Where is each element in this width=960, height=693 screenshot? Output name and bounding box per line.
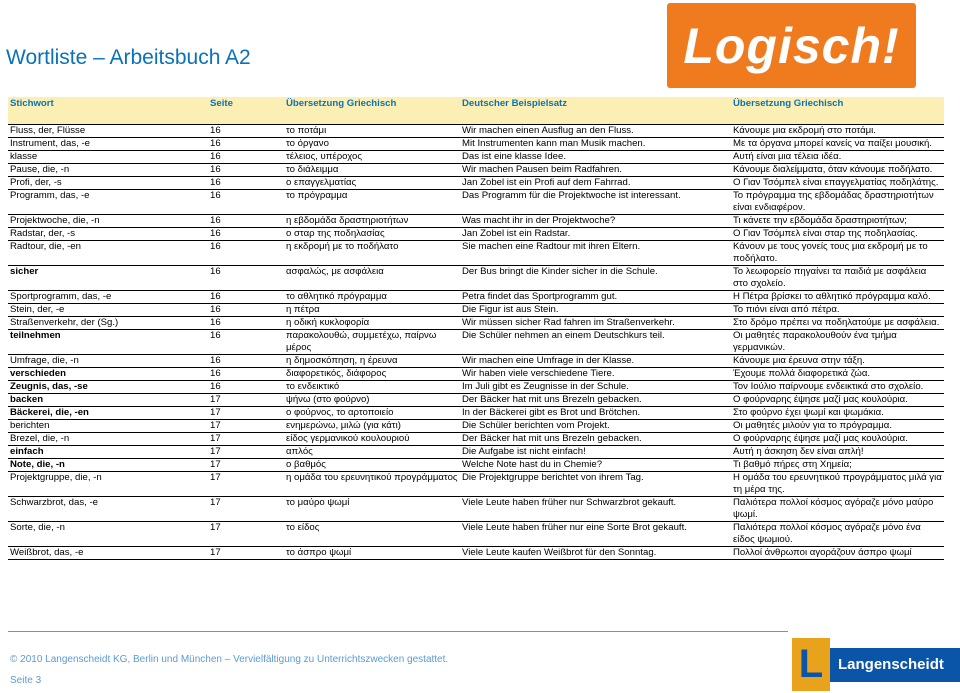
word-list-table xyxy=(8,97,944,560)
col-header-beispielsatz: Deutscher Beispielsatz xyxy=(460,97,731,125)
cell-uebersetzung: ο επαγγελματίας xyxy=(284,177,460,190)
cell-stichwort: Fluss, der, Flüsse xyxy=(8,125,208,138)
cell-stichwort: Projektgruppe, die, -n xyxy=(8,472,208,497)
cell-beispielsatz: Was macht ihr in der Projektwoche? xyxy=(460,215,731,228)
table-row xyxy=(8,304,944,317)
cell-stichwort: Bäckerei, die, -en xyxy=(8,407,208,420)
cell-beispielsatz: Wir machen einen Ausflug an den Fluss. xyxy=(460,125,731,138)
cell-uebersetzung-satz: Η Πέτρα βρίσκει το αθλητικό πρόγραμμα καλό. xyxy=(731,291,944,304)
cell-beispielsatz: Das Programm für die Projektwoche ist interessant. xyxy=(460,190,731,215)
cell-stichwort: backen xyxy=(8,394,208,407)
cell-stichwort: Sorte, die, -n xyxy=(8,522,208,547)
cell-uebersetzung: ο φούρνος, το αρτοποιείο xyxy=(284,407,460,420)
cell-uebersetzung: ο σταρ της ποδηλασίας xyxy=(284,228,460,241)
table-row xyxy=(8,355,944,368)
cell-beispielsatz: Das ist eine klasse Idee. xyxy=(460,151,731,164)
cell-stichwort: Instrument, das, -e xyxy=(8,138,208,151)
cell-seite: 17 xyxy=(208,407,284,420)
cell-uebersetzung: η εκδρομή με το ποδήλατο xyxy=(284,241,460,266)
cell-seite: 16 xyxy=(208,266,284,291)
cell-uebersetzung-satz: Το λεωφορείο πηγαίνει τα παιδιά με ασφάλεια στο σχολείο. xyxy=(731,266,944,291)
cell-uebersetzung-satz: Αυτή είναι μια τέλεια ιδέα. xyxy=(731,151,944,164)
table-row xyxy=(8,138,944,151)
cell-beispielsatz: Wir müssen sicher Rad fahren im Straßenverkehr. xyxy=(460,317,731,330)
publisher-letter: L xyxy=(798,642,824,686)
cell-beispielsatz: Jan Zobel ist ein Radstar. xyxy=(460,228,731,241)
cell-beispielsatz: Der Bäcker hat mit uns Brezeln gebacken. xyxy=(460,433,731,446)
cell-seite: 17 xyxy=(208,433,284,446)
cell-beispielsatz: Im Juli gibt es Zeugnisse in der Schule. xyxy=(460,381,731,394)
cell-stichwort: Schwarzbrot, das, -e xyxy=(8,497,208,522)
table-row xyxy=(8,177,944,190)
logisch-logo xyxy=(667,3,916,88)
cell-uebersetzung: το ποτάμι xyxy=(284,125,460,138)
cell-stichwort: einfach xyxy=(8,446,208,459)
cell-beispielsatz: Der Bus bringt die Kinder sicher in die Schule. xyxy=(460,266,731,291)
table-row xyxy=(8,125,944,138)
cell-stichwort: klasse xyxy=(8,151,208,164)
cell-uebersetzung-satz: Κάνουμε διαλείμματα, όταν κάνουμε ποδήλατο. xyxy=(731,164,944,177)
table-row xyxy=(8,381,944,394)
footer-divider xyxy=(8,631,788,632)
cell-uebersetzung-satz: Στο φούρνο έχει ψωμί και ψωμάκια. xyxy=(731,407,944,420)
cell-uebersetzung-satz: Κάνουν με τους γονείς τους μια εκδρομή με το ποδήλατο. xyxy=(731,241,944,266)
table-row xyxy=(8,241,944,266)
cell-seite: 17 xyxy=(208,522,284,547)
cell-uebersetzung: η εβδομάδα δραστηριοτήτων xyxy=(284,215,460,228)
cell-beispielsatz: Petra findet das Sportprogramm gut. xyxy=(460,291,731,304)
cell-beispielsatz: Viele Leute haben früher nur Schwarzbrot gekauft. xyxy=(460,497,731,522)
cell-uebersetzung-satz: Το πρόγραμμα της εβδομάδας δραστηριοτήτων είναι ενδιαφέρον. xyxy=(731,190,944,215)
cell-seite: 16 xyxy=(208,138,284,151)
cell-uebersetzung: η ομάδα του ερευνητικού προγράμματος xyxy=(284,472,460,497)
cell-stichwort: sicher xyxy=(8,266,208,291)
cell-seite: 16 xyxy=(208,151,284,164)
cell-uebersetzung: το άσπρο ψωμί xyxy=(284,547,460,560)
cell-seite: 16 xyxy=(208,381,284,394)
cell-uebersetzung: το αθλητικό πρόγραμμα xyxy=(284,291,460,304)
cell-uebersetzung: η δημοσκόπηση, η έρευνα xyxy=(284,355,460,368)
col-header-uebersetzung: Übersetzung Griechisch xyxy=(284,97,460,125)
cell-seite: 16 xyxy=(208,368,284,381)
cell-uebersetzung-satz: Τι κάνετε την εβδομάδα δραστηριοτήτων; xyxy=(731,215,944,228)
cell-beispielsatz: Die Figur ist aus Stein. xyxy=(460,304,731,317)
cell-beispielsatz: Welche Note hast du in Chemie? xyxy=(460,459,731,472)
cell-seite: 17 xyxy=(208,547,284,560)
cell-uebersetzung-satz: Ο Γιαν Τσόμπελ είναι επαγγελματίας ποδηλάτης. xyxy=(731,177,944,190)
cell-uebersetzung: το ενδεικτικό xyxy=(284,381,460,394)
cell-uebersetzung: ο βαθμός xyxy=(284,459,460,472)
langenscheidt-logo xyxy=(792,638,960,691)
cell-uebersetzung-satz: Με τα όργανα μπορεί κανείς να παίξει μουσική. xyxy=(731,138,944,151)
table-row xyxy=(8,215,944,228)
cell-stichwort: Weißbrot, das, -e xyxy=(8,547,208,560)
logo-text: Logisch! xyxy=(683,17,900,74)
cell-seite: 16 xyxy=(208,228,284,241)
cell-uebersetzung: το όργανο xyxy=(284,138,460,151)
cell-stichwort: Note, die, -n xyxy=(8,459,208,472)
cell-stichwort: verschieden xyxy=(8,368,208,381)
cell-beispielsatz: Wir haben viele verschiedene Tiere. xyxy=(460,368,731,381)
cell-uebersetzung: παρακολουθώ, συμμετέχω, παίρνω μέρος xyxy=(284,330,460,355)
copyright-notice: © 2010 Langenscheidt KG, Berlin und München – Vervielfältigung zu Unterrichtszwecken gestattet. xyxy=(10,654,449,665)
cell-beispielsatz: Viele Leute haben früher nur eine Sorte Brot gekauft. xyxy=(460,522,731,547)
cell-uebersetzung: το πρόγραμμα xyxy=(284,190,460,215)
cell-stichwort: Sportprogramm, das, -e xyxy=(8,291,208,304)
table-row xyxy=(8,522,944,547)
cell-seite: 16 xyxy=(208,317,284,330)
cell-stichwort: Profi, der, -s xyxy=(8,177,208,190)
cell-uebersetzung-satz: Παλιότερα πολλοί κόσμος αγόραζε μόνο μαύρο ψωμί. xyxy=(731,497,944,522)
cell-uebersetzung-satz: Το πιόνι είναι από πέτρα. xyxy=(731,304,944,317)
cell-uebersetzung: απλός xyxy=(284,446,460,459)
table-row xyxy=(8,228,944,241)
cell-uebersetzung: το διάλειμμα xyxy=(284,164,460,177)
cell-beispielsatz: Die Schüler berichten vom Projekt. xyxy=(460,420,731,433)
cell-stichwort: Radstar, der, -s xyxy=(8,228,208,241)
table-row xyxy=(8,446,944,459)
cell-beispielsatz: In der Bäckerei gibt es Brot und Brötchen. xyxy=(460,407,731,420)
cell-uebersetzung-satz: Οι μαθητές μιλούν για το πρόγραμμα. xyxy=(731,420,944,433)
cell-stichwort: Zeugnis, das, -se xyxy=(8,381,208,394)
cell-beispielsatz: Wir machen eine Umfrage in der Klasse. xyxy=(460,355,731,368)
cell-uebersetzung: το μαύρο ψωμί xyxy=(284,497,460,522)
cell-seite: 17 xyxy=(208,459,284,472)
cell-beispielsatz: Sie machen eine Radtour mit ihren Eltern. xyxy=(460,241,731,266)
cell-uebersetzung: τέλειος, υπέροχος xyxy=(284,151,460,164)
table-row xyxy=(8,151,944,164)
cell-uebersetzung: η πέτρα xyxy=(284,304,460,317)
table-row xyxy=(8,291,944,304)
cell-beispielsatz: Viele Leute kaufen Weißbrot für den Sonntag. xyxy=(460,547,731,560)
cell-uebersetzung: είδος γερμανικού κουλουριού xyxy=(284,433,460,446)
cell-seite: 16 xyxy=(208,241,284,266)
cell-uebersetzung-satz: Παλιότερα πολλοί κόσμος αγόραζε μόνο ένα είδος ψωμιού. xyxy=(731,522,944,547)
cell-uebersetzung-satz: Ο φούρναρης έψησε μαζί μας κουλούρια. xyxy=(731,433,944,446)
cell-uebersetzung-satz: Η ομάδα του ερευνητικού προγράμματος μιλά για τη μέρα της. xyxy=(731,472,944,497)
cell-uebersetzung: ενημερώνω, μιλώ (για κάτι) xyxy=(284,420,460,433)
cell-seite: 16 xyxy=(208,330,284,355)
table-row xyxy=(8,472,944,497)
cell-stichwort: Pause, die, -n xyxy=(8,164,208,177)
table-row xyxy=(8,368,944,381)
cell-seite: 16 xyxy=(208,291,284,304)
page-number: Seite 3 xyxy=(10,675,42,686)
cell-uebersetzung-satz: Οι μαθητές παρακολουθούν ένα τμήμα γερμανικών. xyxy=(731,330,944,355)
cell-uebersetzung-satz: Τον Ιούλιο παίρνουμε ενδεικτικά στο σχολείο. xyxy=(731,381,944,394)
table-row xyxy=(8,190,944,215)
table-row xyxy=(8,547,944,560)
cell-stichwort: Brezel, die, -n xyxy=(8,433,208,446)
table-row xyxy=(8,459,944,472)
table-row xyxy=(8,420,944,433)
cell-uebersetzung-satz: Αυτή η άσκηση δεν είναι απλή! xyxy=(731,446,944,459)
cell-uebersetzung-satz: Στο δρόμο πρέπει να ποδηλατούμε με ασφάλεια. xyxy=(731,317,944,330)
cell-seite: 17 xyxy=(208,497,284,522)
cell-seite: 17 xyxy=(208,472,284,497)
table-row xyxy=(8,433,944,446)
cell-seite: 16 xyxy=(208,164,284,177)
cell-uebersetzung: διαφορετικός, διάφορος xyxy=(284,368,460,381)
cell-seite: 16 xyxy=(208,125,284,138)
col-header-stichwort: Stichwort xyxy=(8,97,208,125)
cell-stichwort: Straßenverkehr, der (Sg.) xyxy=(8,317,208,330)
cell-uebersetzung-satz: Κάνουμε μια εκδρομή στο ποτάμι. xyxy=(731,125,944,138)
cell-uebersetzung-satz: Τι βαθμό πήρες στη Χημεία; xyxy=(731,459,944,472)
cell-seite: 17 xyxy=(208,446,284,459)
table-header-row xyxy=(8,97,944,125)
cell-seite: 16 xyxy=(208,190,284,215)
cell-stichwort: Programm, das, -e xyxy=(8,190,208,215)
cell-beispielsatz: Die Aufgabe ist nicht einfach! xyxy=(460,446,731,459)
col-header-uebersetzung-satz: Übersetzung Griechisch xyxy=(731,97,944,125)
cell-seite: 16 xyxy=(208,177,284,190)
cell-seite: 16 xyxy=(208,304,284,317)
cell-uebersetzung: ψήνω (στο φούρνο) xyxy=(284,394,460,407)
cell-uebersetzung-satz: Ο φούρναρης έψησε μαζί μας κουλούρια. xyxy=(731,394,944,407)
cell-uebersetzung: η οδική κυκλοφορία xyxy=(284,317,460,330)
table-row xyxy=(8,266,944,291)
table-row xyxy=(8,164,944,177)
cell-beispielsatz: Wir machen Pausen beim Radfahren. xyxy=(460,164,731,177)
cell-beispielsatz: Die Projektgruppe berichtet von ihrem Tag. xyxy=(460,472,731,497)
publisher-letter-box xyxy=(792,638,830,691)
cell-seite: 17 xyxy=(208,420,284,433)
cell-uebersetzung-satz: Πολλοί άνθρωποι αγοράζουν άσπρο ψωμί xyxy=(731,547,944,560)
cell-stichwort: Stein, der, -e xyxy=(8,304,208,317)
table-row xyxy=(8,317,944,330)
cell-uebersetzung: ασφαλώς, με ασφάλεια xyxy=(284,266,460,291)
cell-uebersetzung: το είδος xyxy=(284,522,460,547)
cell-seite: 16 xyxy=(208,215,284,228)
cell-stichwort: Projektwoche, die, -n xyxy=(8,215,208,228)
cell-stichwort: Umfrage, die, -n xyxy=(8,355,208,368)
page-title: Wortliste – Arbeitsbuch A2 xyxy=(6,46,251,69)
cell-uebersetzung-satz: Έχουμε πολλά διαφορετικά ζώα. xyxy=(731,368,944,381)
cell-stichwort: Radtour, die, -en xyxy=(8,241,208,266)
table-row xyxy=(8,394,944,407)
cell-stichwort: berichten xyxy=(8,420,208,433)
table-row xyxy=(8,407,944,420)
cell-uebersetzung-satz: Ο Γιαν Τσόμπελ είναι σταρ της ποδηλασίας. xyxy=(731,228,944,241)
cell-uebersetzung-satz: Κάνουμε μια έρευνα στην τάξη. xyxy=(731,355,944,368)
cell-beispielsatz: Die Schüler nehmen an einem Deutschkurs teil. xyxy=(460,330,731,355)
cell-seite: 16 xyxy=(208,355,284,368)
table-row xyxy=(8,330,944,355)
col-header-seite: Seite xyxy=(208,97,284,125)
publisher-name: Langenscheidt xyxy=(830,648,960,682)
cell-beispielsatz: Jan Zobel ist ein Profi auf dem Fahrrad. xyxy=(460,177,731,190)
cell-seite: 17 xyxy=(208,394,284,407)
cell-beispielsatz: Mit Instrumenten kann man Musik machen. xyxy=(460,138,731,151)
cell-beispielsatz: Der Bäcker hat mit uns Brezeln gebacken. xyxy=(460,394,731,407)
table-row xyxy=(8,497,944,522)
cell-stichwort: teilnehmen xyxy=(8,330,208,355)
